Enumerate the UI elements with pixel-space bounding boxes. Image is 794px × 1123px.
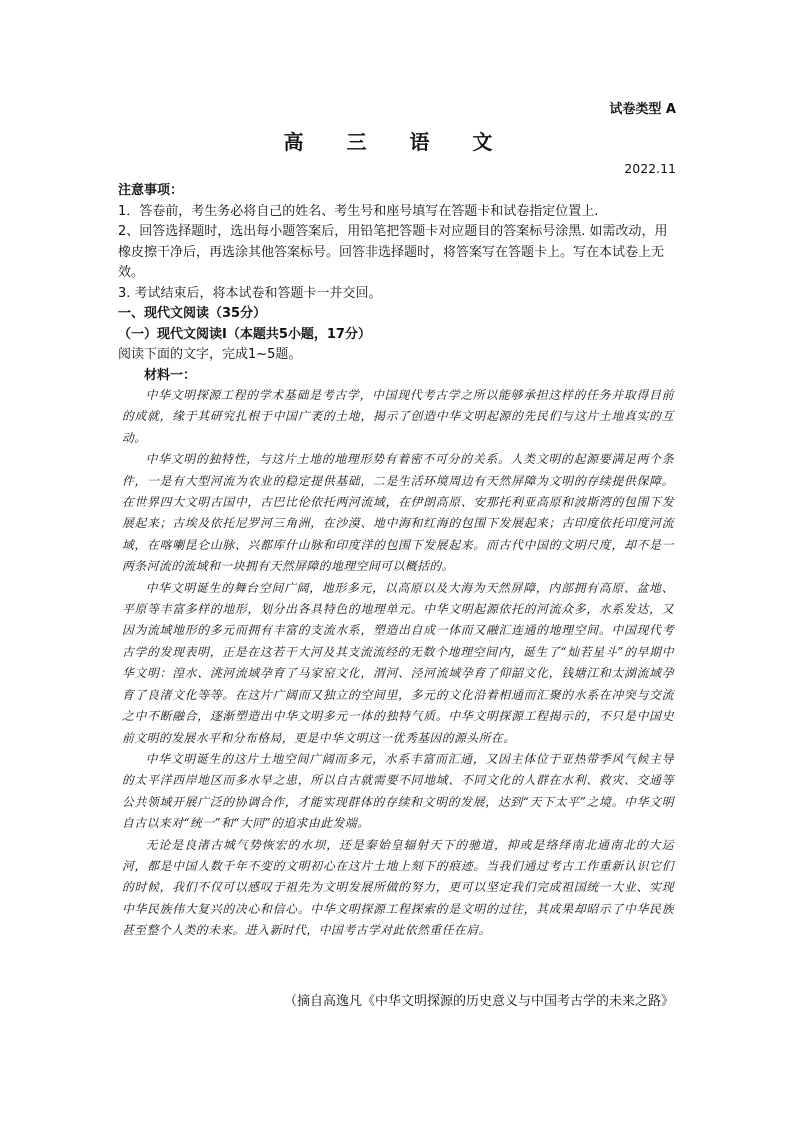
material-label: 材料一： bbox=[144, 367, 197, 383]
source-citation: （摘自高逸凡《中华文明探源的历史意义与中国考古学的未来之路》 bbox=[283, 994, 674, 1009]
passage-paragraph-4: 中华文明诞生的这片土地空间广阔而多元，水系丰富而汇通，又因主体位于亚热带季风气候主导的太平洋西岸地区而多水旱之患，所以自古就需要不同地域、不同文化的人群在水利、救灾、交通等公共领域开展广泛的协调合作，才能实现群体的存续和文明的发展，达到“天下太平”之境。中华文明自古以来对“统一”和“大同”的追求由此发端。 bbox=[122, 751, 674, 831]
section-heading: 一、现代文阅读（35分） bbox=[118, 306, 267, 321]
notice-item-2: 2、回答选择题时，选出每小题答案后，用铅笔把答题卡对应题目的答案标号涂黑. 如需改动，用橡皮擦干净后，再选涂其他答案标号。回答非选择题时，将答案写在答题卡上。写在本试卷上无效。 bbox=[118, 224, 668, 280]
section-subheading: （一）现代文阅读Ⅰ（本题共5小题，17分） bbox=[118, 326, 371, 342]
instructions-block bbox=[118, 181, 676, 386]
paper-type-label: 试卷类型 A bbox=[609, 102, 676, 117]
exam-date: 2022.11 bbox=[624, 161, 676, 176]
notice-heading: 注意事项： bbox=[118, 183, 184, 198]
notice-item-1: 1．答卷前，考生务必将自己的姓名、考生号和座号填写在答题卡和试卷指定位置上. bbox=[118, 203, 599, 219]
passage-paragraph-5: 无论是良渚古城气势恢宏的水坝，还是秦始皇辐射天下的驰道，抑或是络绎南北通南北的大运河，都是中国人数千年不变的文明初心在这片土地上刻下的痕迹。当我们通过考古工作重新认识它们的时候，我们不仅可以感叹于祖先为文明发展所做的努力，更可以坚定我们完成祖国统一大业、实现中华民族伟大复兴的决心和信心。中华文明探源工程探索的是文明的过往，其成果却昭示了中华民族甚至整个人类的未来。进入新时代，中国考古学对此依然重任在肩。 bbox=[122, 837, 674, 938]
notice-item-3: 3. 考试结束后，将本试卷和答题卡一并交回。 bbox=[118, 285, 382, 301]
passage-paragraph-2: 中华文明的独特性，与这片土地的地理形势有着密不可分的关系。人类文明的起源要满足两个条件，一是有大型河流为农业的稳定提供基础，二是生活环境周边有天然屏障为文明的存续提供保障。在世界四大文明古国中，古巴比伦依托两河流域，在伊朗高原、安那托利亚高原和波斯湾的包围下发展起来；古埃及依托尼罗河三角洲，在沙漠、地中海和红海的包围下发展起来；古印度依托印度河流域，在喀喇昆仑山脉、兴都库什山脉和印度洋的包围下发展起来。而古代中国的文明尺度，却不是一两条河流的流域和一块拥有天然屏障的地理空间可以概括的。 bbox=[122, 452, 674, 574]
passage-paragraph-1: 中华文明探源工程的学术基础是考古学，中国现代考古学之所以能够承担这样的任务并取得目前的成就，缘于其研究扎根于中国广袤的土地，揭示了创造中华文明起源的先民们与这片土地真实的互动。 bbox=[122, 388, 674, 445]
reading-instruction: 阅读下面的文字，完成1~5题。 bbox=[118, 347, 302, 362]
page-title: 高 三 语 文 bbox=[283, 130, 511, 154]
passage-paragraph-3: 中华文明诞生的舞台空间广阔，地形多元，以高原以及大海为天然屏障，内部拥有高原、盆地、平原等丰富多样的地形，划分出各具特色的地理单元。中华文明起源依托的河流众多，水系发达，又因为流域地形的多元而拥有丰富的支流水系，塑造出自成一体而又融汇连通的地理空间。中国现代考古学的发现表明，正是在这若干大河及其支流流经的无数个地理空间内，诞生了“灿若星斗”的早期中华文明：湟水、洮河流域孕育了马家窑文化，渭河、泾河流域孕育了仰韶文化，钱塘江和太湖流域孕育了良渚文化等等。在这片广阔而又独立的空间里，多元的文化沿着相通而汇聚的水系在冲突与交流之中不断融合，逐渐塑造出中华文明多元一体的独特气质。中华文明探源工程揭示的，不只是中国史前文明的发展水平和分布格局，更是中华文明这一优秀基因的源头所在。 bbox=[122, 580, 674, 745]
reading-passage bbox=[122, 385, 674, 942]
